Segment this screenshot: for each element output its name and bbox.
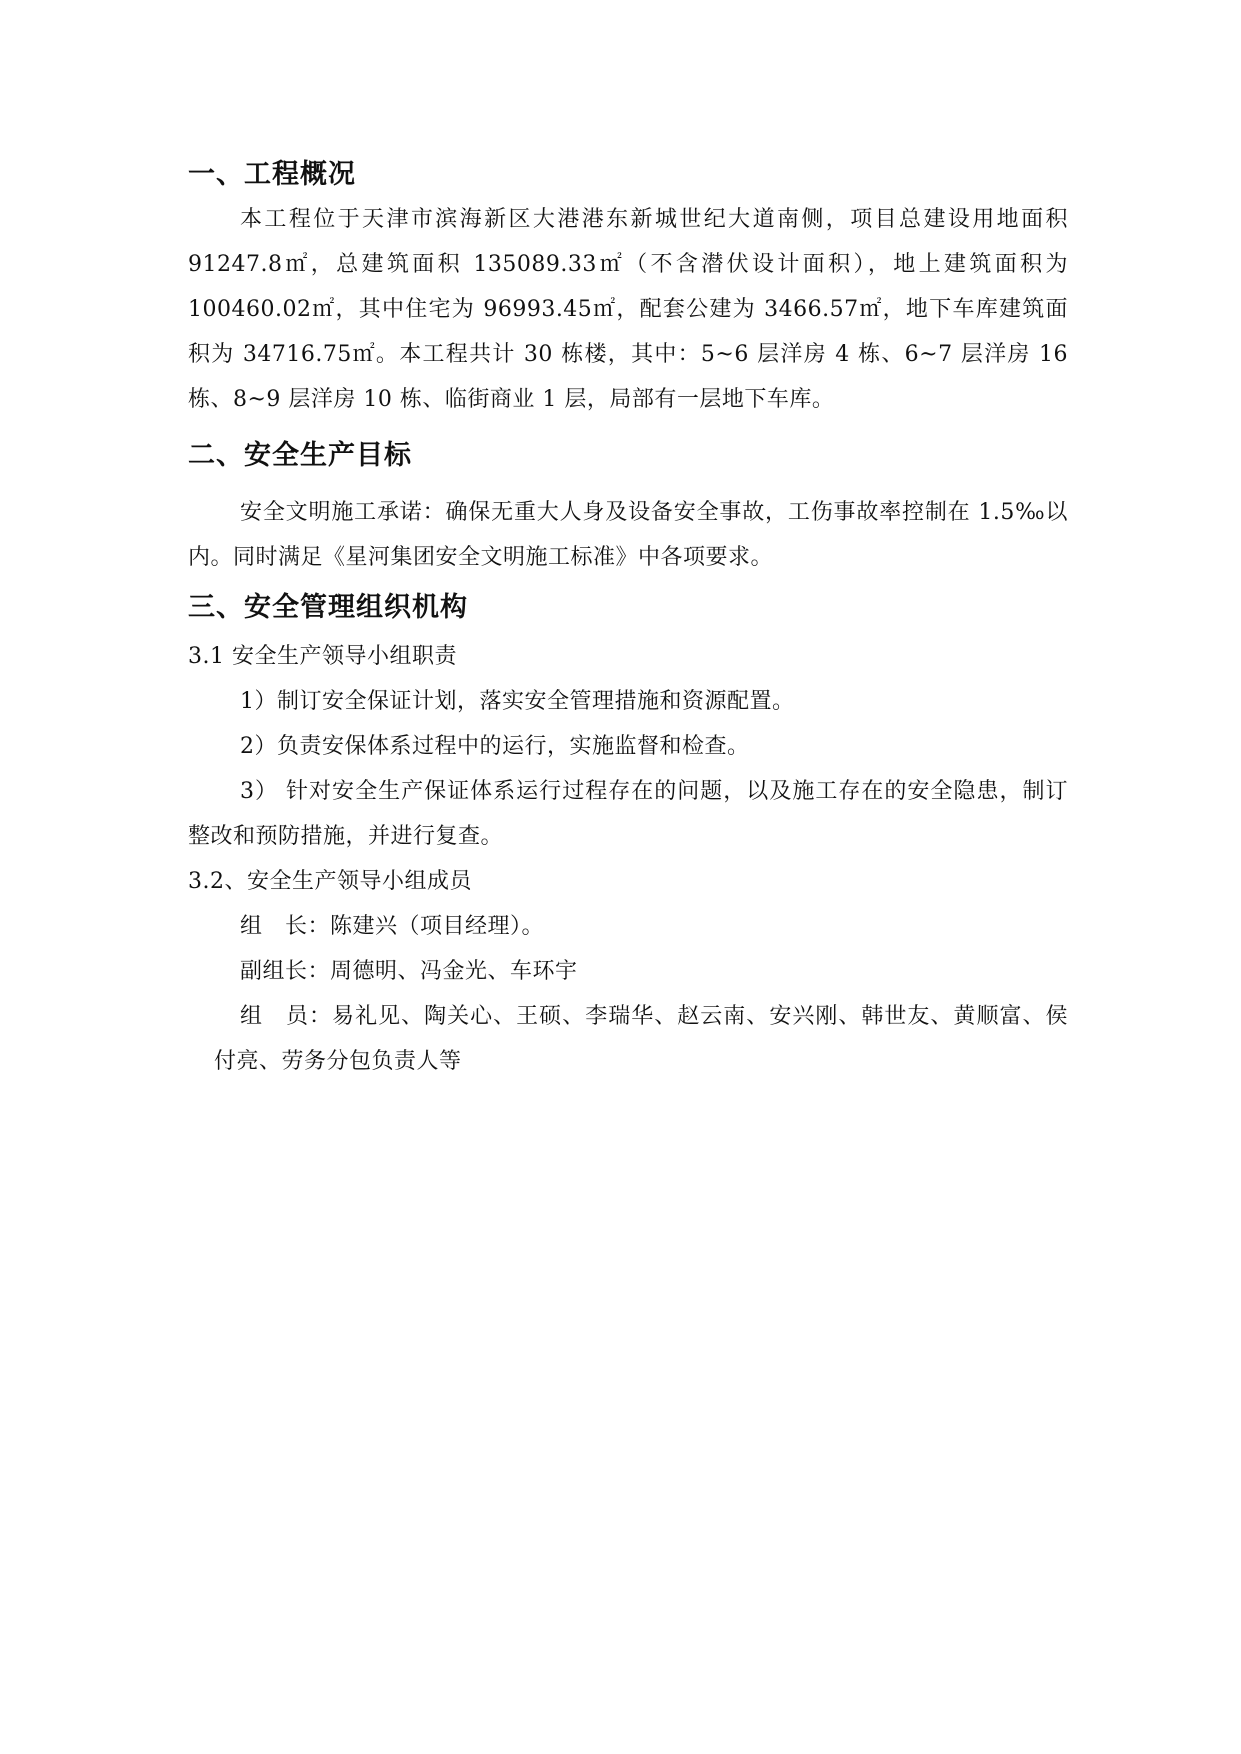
group-members-line: 组 员：易礼见、陶关心、王硕、李瑞华、赵云南、安兴刚、韩世友、黄顺富、侯付亮、劳务分包负责人等: [214, 1004, 1068, 1074]
group-leader-line: 组 长：陈建兴（项目经理）。: [240, 914, 545, 939]
section-title-safety-goal: 二、安全生产目标: [188, 440, 412, 471]
section-title-safety-organization: 三、安全管理组织机构: [188, 592, 468, 623]
document-page: [188, 155, 1068, 1084]
subsection-heading-duties: 3.1 安全生产领导小组职责: [188, 644, 457, 669]
subsection-heading-members: 3.2、安全生产领导小组成员: [188, 869, 472, 894]
project-overview-paragraph: 本工程位于天津市滨海新区大港港东新城世纪大道南侧，项目总建设用地面积 91247.8㎡，总建筑面积 135089.33㎡（不含潜伏设计面积），地上建筑面积为 100460.02㎡，其中住宅为 96993.45㎡，配套公建为 3466.57㎡，地下车库建筑面积为 34716.75㎡。本工程共计 30 栋楼，其中：5~6 层洋房 4 栋、6~7 层洋房 16 栋、8~9 层洋房 10 栋、临街商业 1 层，局部有一层地下车库。: [188, 207, 1068, 412]
section-title-project-overview: 一、工程概况: [188, 159, 356, 190]
duty-item-1: 1）制订安全保证计划，落实安全管理措施和资源配置。: [240, 689, 795, 714]
safety-goal-paragraph: 安全文明施工承诺：确保无重大人身及设备安全事故，工伤事故率控制在 1.5‰以内。同时满足《星河集团安全文明施工标准》中各项要求。: [188, 500, 1068, 570]
duty-item-2: 2）负责安保体系过程中的运行，实施监督和检查。: [240, 734, 750, 759]
deputy-leader-line: 副组长：周德明、冯金光、车环宇: [240, 959, 578, 984]
duty-item-3: 3） 针对安全生产保证体系运行过程存在的问题，以及施工存在的安全隐患，制订整改和预防措施，并进行复查。: [188, 779, 1068, 849]
